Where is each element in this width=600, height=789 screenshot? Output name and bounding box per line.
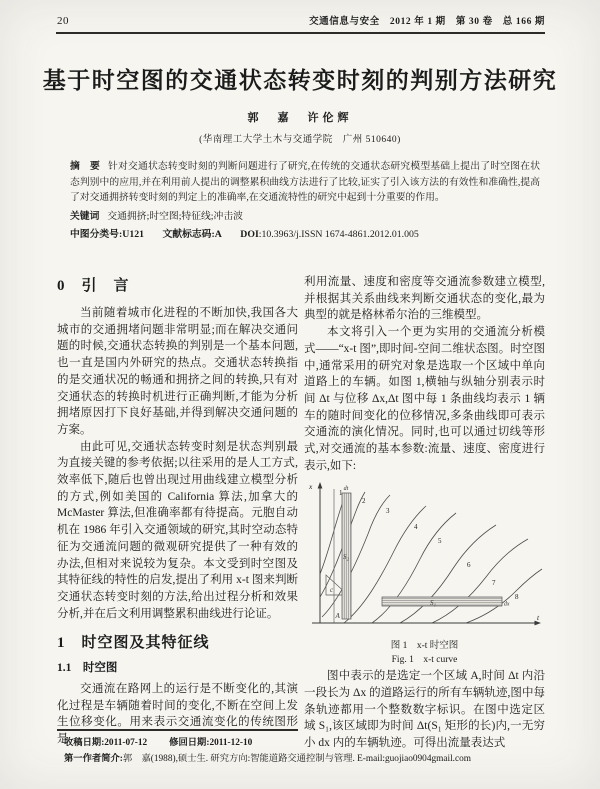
abstract-text: 针对交通状态转变时刻的判断问题进行了研究,在传统的交通状态研究模型基础上提出了时空图在状态判别中的应用,并在利用前人提出的调整累积曲线方法进行了比较,证实了引入该方法的有效性和准确性,提高了对交通拥挤转变时刻的判定上的准确率,在交通流特性的研究中起到十分重要的作用。 [70, 161, 541, 204]
figure-caption [304, 639, 545, 667]
curve-label-6: 6 [467, 561, 471, 570]
page-header [57, 13, 545, 27]
doi-value: :10.3963/j.ISSN 1674-4861.2012.01.005 [258, 229, 419, 241]
curve-number-labels [339, 489, 519, 601]
figure-1-xt-diagram [304, 479, 545, 667]
section-0-paragraph-2: 由此可见,交通状态转变时刻是状态判别最为直接关键的参考依据;以往采用的是人工方式,效率低下,随后也曾出现过用曲线建立模型分析的方式,例如美国的 California 算法,加拿大的 McMaster 算法,但准确率都有待提高。元胞自动机在 1986 年引入交通领域的研究,其时空动态特征为交通流问题的微观研究提供了一种有效的办法,但相对来说较为复杂。本文受到时空图及其特征线的特性的启发,提出了利用 x-t 图来判断交通状态转变时刻的方法,给出过程分析和效果分析,并在后文利用调整累积曲线进行论证。 [57, 440, 298, 620]
x-axis-arrow [318, 482, 323, 489]
t-axis-label: t [537, 613, 540, 623]
curve-label-4: 4 [414, 523, 418, 532]
s1-region-label: S₁ [430, 599, 436, 608]
authors: 郭 嘉 许伦辉 [247, 112, 353, 124]
region-a-label: A [335, 612, 340, 621]
dates-line [64, 736, 556, 752]
figure-caption-zh: 图 1 x-t 时空图 [390, 641, 459, 652]
curve-label-5: 5 [438, 537, 442, 546]
curve-label-7: 7 [492, 579, 496, 588]
curve-label-2: 2 [362, 497, 366, 506]
received-date: 收稿日期:2011-07-12 [64, 738, 148, 748]
page-number: 20 [57, 15, 69, 27]
keywords [70, 209, 540, 225]
document-code: 文献标志码:A [162, 229, 222, 241]
right-paragraph-2: 本文将引入一个更为实用的交通流分析模式——“x-t 图”,即时间-空间二维状态图。时空图中,通常采用的研究对象是选取一个区域中单向道路上的车辆。如图 1,横轴与纵轴分别表示时间 Δt 与位移 Δx,Δt 图中每 1 条曲线均表示 1 辆车的随时间变化的位移情况,多条曲线即可表示交通流的演化情况。同时,也可以通过切线等形式,对交通流的基本参数:流量、速度、密度进行表示,如下: [304, 326, 545, 472]
abstract-label: 摘 要 [70, 161, 100, 172]
dx-label: dx [504, 601, 510, 608]
section-1-heading: 1 时空图及其特征线 [57, 635, 210, 652]
author-bio-text: 郭 嘉(1988),硕士生. 研究方向:智能道路交通控制与管理. E-mail:guojiao0904gmail.com [122, 753, 471, 764]
curve-label-3: 3 [386, 507, 390, 516]
keywords-text: 交通拥挤;时空图;特征线;冲击波 [107, 210, 243, 222]
xt-spacetime-plot [304, 479, 545, 631]
wave-speed-label: c [330, 586, 334, 595]
section-0-paragraph-1: 当前随着城市化进程的不断加快,我国各大城市的交通拥堵问题非常明显;而在解决交通问题的时候,交通状态转换的判别是一个基本问题,也一直是国内外研究的热点。交通状态转换指的是交通状况的畅通和拥挤之间的转换,只有对交通状态的转换时机进行正确判断,才能为分析拥堵原因打下良好基础,并得到解决交通问题的方案。 [57, 307, 298, 436]
horizontal-measurement-strip [382, 597, 502, 606]
header-rule [56, 32, 545, 34]
left-column [57, 274, 298, 748]
curve-label-8: 8 [515, 593, 519, 602]
affiliation: (华南理工大学土木与交通学院 广州 510640) [199, 135, 401, 145]
author-bio-line [64, 752, 556, 768]
figure-caption-en: Fig. 1 x-t curve [391, 655, 458, 666]
right-column [304, 274, 545, 752]
revised-date: 修回日期:2011-12-10 [169, 738, 253, 748]
paper-title: 基于时空图的交通状态转变时刻的判别方法研究 [42, 68, 558, 93]
keywords-label: 关键词 [70, 210, 100, 222]
section-1-1-heading: 1.1 时空图 [57, 662, 118, 675]
curve-label-1: 1 [339, 489, 343, 498]
abstract [70, 159, 540, 206]
author-bio-label: 第一作者简介: [64, 753, 123, 764]
footnote-rule [57, 729, 298, 731]
x-axis-label: x [309, 482, 313, 492]
doi-label: DOI [240, 229, 259, 241]
dt-label: dt [343, 486, 349, 493]
meta-block [70, 159, 540, 243]
clc-number: 中图分类号:U121 [70, 229, 145, 241]
journal-header: 交通信息与安全 2012 年 1 期 第 30 卷 总 166 期 [309, 17, 545, 27]
section-0-heading: 0 引 言 [57, 278, 130, 294]
classification-line [70, 227, 540, 243]
right-paragraph-1: 利用流量、速度和密度等交通流参数建立模型,并根据其关系曲线来判断交通状态的变化,最为典型的就是格林希尔治的三维模型。 [304, 276, 545, 322]
section-1-1-paragraph-1: 交通流在路网上的运行是不断变化的,其演化过程是车辆随着时间的变化,不断在空间上发生位移变化。用来表示交通流变化的传统图形是 [57, 683, 298, 746]
s2-region-label: S₂ [343, 553, 349, 562]
page-footnote [64, 736, 556, 767]
right-paragraph-3: 图中表示的是选定一个区域 A,时间 Δt 内沿一段长为 Δx 的道路运行的所有车辆轨迹,图中每条轨迹都用一个整数数字标识。在图中选定区域 S₁,该区域即为时间 Δt(S₁ 矩形的长)内,一无穷小 dx 内的车辆轨迹。可得出流量表达式 [304, 670, 545, 749]
